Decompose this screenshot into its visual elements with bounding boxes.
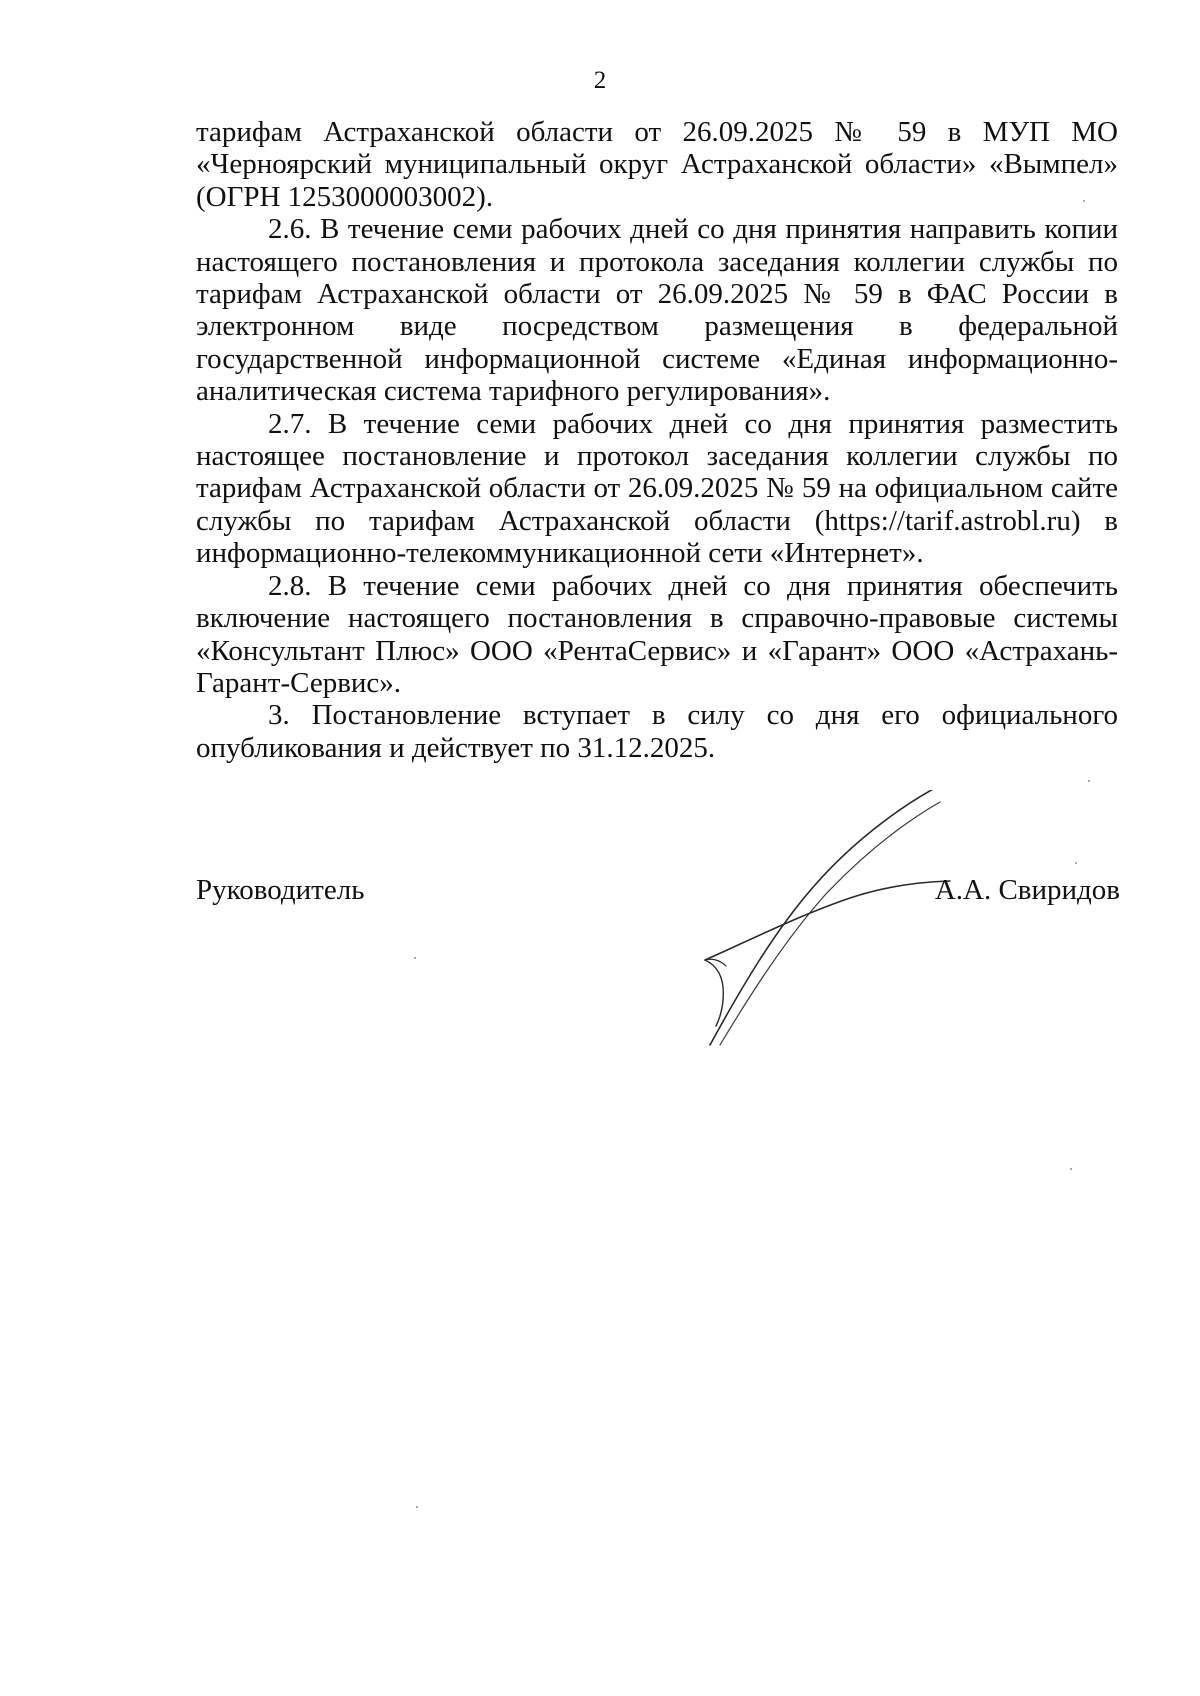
paragraph-2-8: 2.8. В течение семи рабочих дней со дня принятия обеспечить включение настоящего постановления в справочно-правовые системы «Консультант Плюс» ООО «РентаСервис» и «Гарант» ООО «Астрахань-Гарант-Сервис». bbox=[196, 569, 1118, 699]
scan-speck bbox=[1083, 200, 1085, 202]
signatory-name: А.А. Свиридов bbox=[934, 874, 1120, 906]
page-number: 2 bbox=[593, 67, 607, 94]
signatory-title: Руководитель bbox=[196, 874, 365, 906]
paragraph-2-7: 2.7. В течение семи рабочих дней со дня принятия разместить настоящее постановление и протокол заседания коллегии службы по тарифам Астраханской области от 26.09.2025 № 59 на официальном сайте службы по тарифам Астраханской области (https://tarif.astrobl.ru) в информационно-телекоммуникационной сети «Интернет». bbox=[196, 407, 1118, 570]
scan-speck bbox=[1070, 1168, 1072, 1170]
paragraph-continuation: тарифам Астраханской области от 26.09.2025 № 59 в МУП МО «Черноярский муниципальный округ Астраханской области» «Вымпел» (ОГРН 1253000003002). bbox=[196, 116, 1118, 213]
scan-speck bbox=[414, 957, 416, 959]
scan-speck bbox=[1088, 780, 1090, 782]
scan-speck bbox=[416, 1506, 418, 1508]
document-body bbox=[196, 116, 1118, 764]
paragraph-2-6: 2.6. В течение семи рабочих дней со дня принятия направить копии настоящего постановления и протокола заседания коллегии службы по тарифам Астраханской области от 26.09.2025 № 59 в ФАС России в электронном виде посредством размещения в федеральной государственной информационной системе «Единая информационно-аналитическая система тарифного регулирования». bbox=[196, 213, 1118, 408]
scan-speck bbox=[1075, 862, 1077, 864]
paragraph-3: 3. Постановление вступает в силу со дня его официального опубликования и действует по 31.12.2025. bbox=[196, 699, 1118, 764]
handwritten-signature bbox=[690, 790, 960, 1050]
